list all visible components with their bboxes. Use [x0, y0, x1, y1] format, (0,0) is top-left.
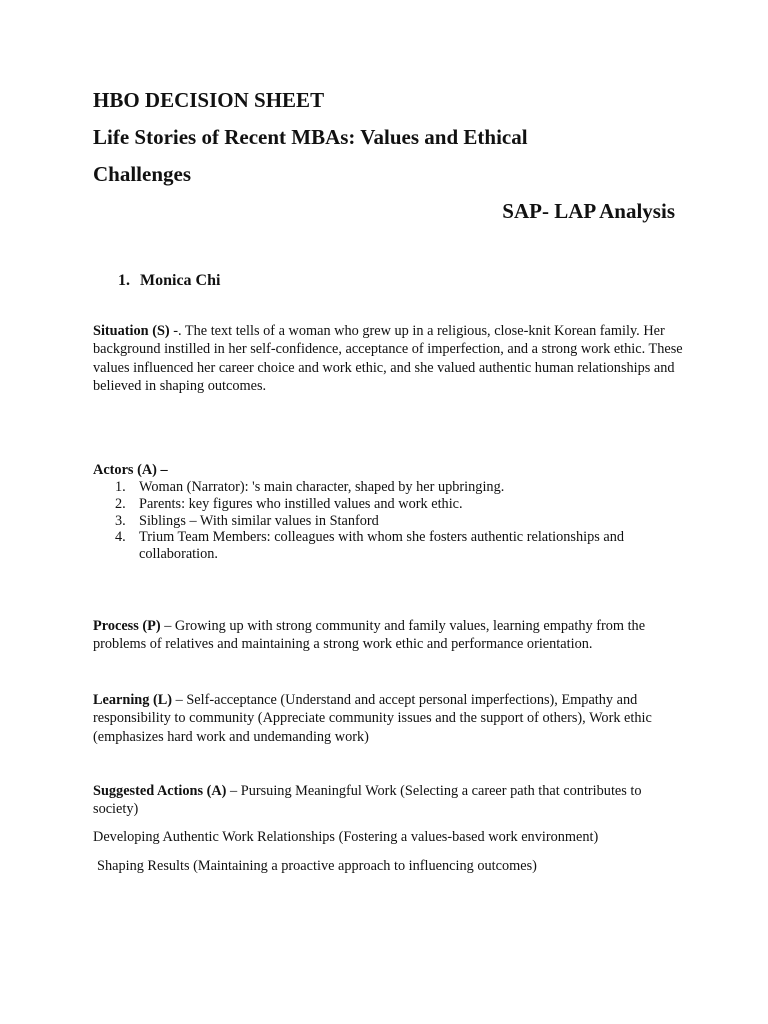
learning-text: – Self-acceptance (Understand and accept personal imperfections), Empathy and responsibility to community (Appreciate community issues and the support of others), Work ethic (emphasizes hard work and undemanding work): [93, 692, 652, 745]
situation-paragraph: [93, 322, 683, 395]
list-item-text: Siblings – With similar values in Stanford: [139, 512, 379, 529]
list-item: [93, 513, 683, 530]
suggested-action-line-3: Shaping Results (Maintaining a proactive approach to influencing outcomes): [97, 858, 537, 874]
list-item: [93, 479, 683, 496]
suggested-actions-label: Suggested Actions (A): [93, 783, 227, 799]
actors-label: Actors (A) –: [93, 462, 168, 478]
suggested-actions-text: – Pursuing Meaningful Work (Selecting a career path that contributes to society): [93, 783, 642, 818]
analysis-title: SAP- LAP Analysis: [502, 199, 675, 223]
sheet-title: HBO DECISION SHEET: [93, 88, 325, 112]
case-heading: [118, 272, 220, 290]
learning-label: Learning (L): [93, 692, 173, 708]
situation-label: Situation (S): [93, 323, 170, 339]
case-title-line-2: Challenges: [93, 162, 192, 186]
list-item-text: Parents: key figures who instilled values and work ethic.: [139, 495, 463, 512]
process-paragraph: [93, 617, 683, 654]
learning-paragraph: [93, 691, 683, 746]
list-item-number: 1.: [115, 479, 126, 495]
list-item-text: Woman (Narrator): 's main character, shaped by her upbringing.: [139, 479, 505, 495]
case-number: 1.: [118, 272, 130, 289]
list-item: [93, 496, 683, 513]
list-item: [93, 529, 683, 563]
list-item-number: 3.: [115, 512, 126, 529]
situation-text: -. The text tells of a woman who grew up in a religious, close-knit Korean family. Her background instilled in her self-confidence, acceptance of imperfection, and a strong work ethic. These values influenced her career choice and work ethic, and she valued authentic human relationships and believed in shaping outcomes.: [93, 323, 683, 394]
case-title-line-1: Life Stories of Recent MBAs: Values and Ethical: [93, 125, 528, 149]
case-name: Monica Chi: [140, 272, 221, 289]
suggested-action-line-2: Developing Authentic Work Relationships (Fostering a values-based work environment): [93, 829, 599, 845]
actors-list: [93, 479, 683, 563]
list-item-number: 4.: [115, 529, 126, 546]
list-item-number: 2.: [115, 495, 126, 512]
process-label: Process (P): [93, 618, 161, 634]
process-text: – Growing up with strong community and family values, learning empathy from the problems of relatives and maintaining a strong work ethic and performance orientation.: [93, 618, 646, 653]
suggested-actions-paragraph: [93, 782, 683, 819]
actors-heading: [93, 461, 683, 479]
list-item-text: Trium Team Members: colleagues with whom she fosters authentic relationships and collaboration.: [139, 529, 625, 563]
